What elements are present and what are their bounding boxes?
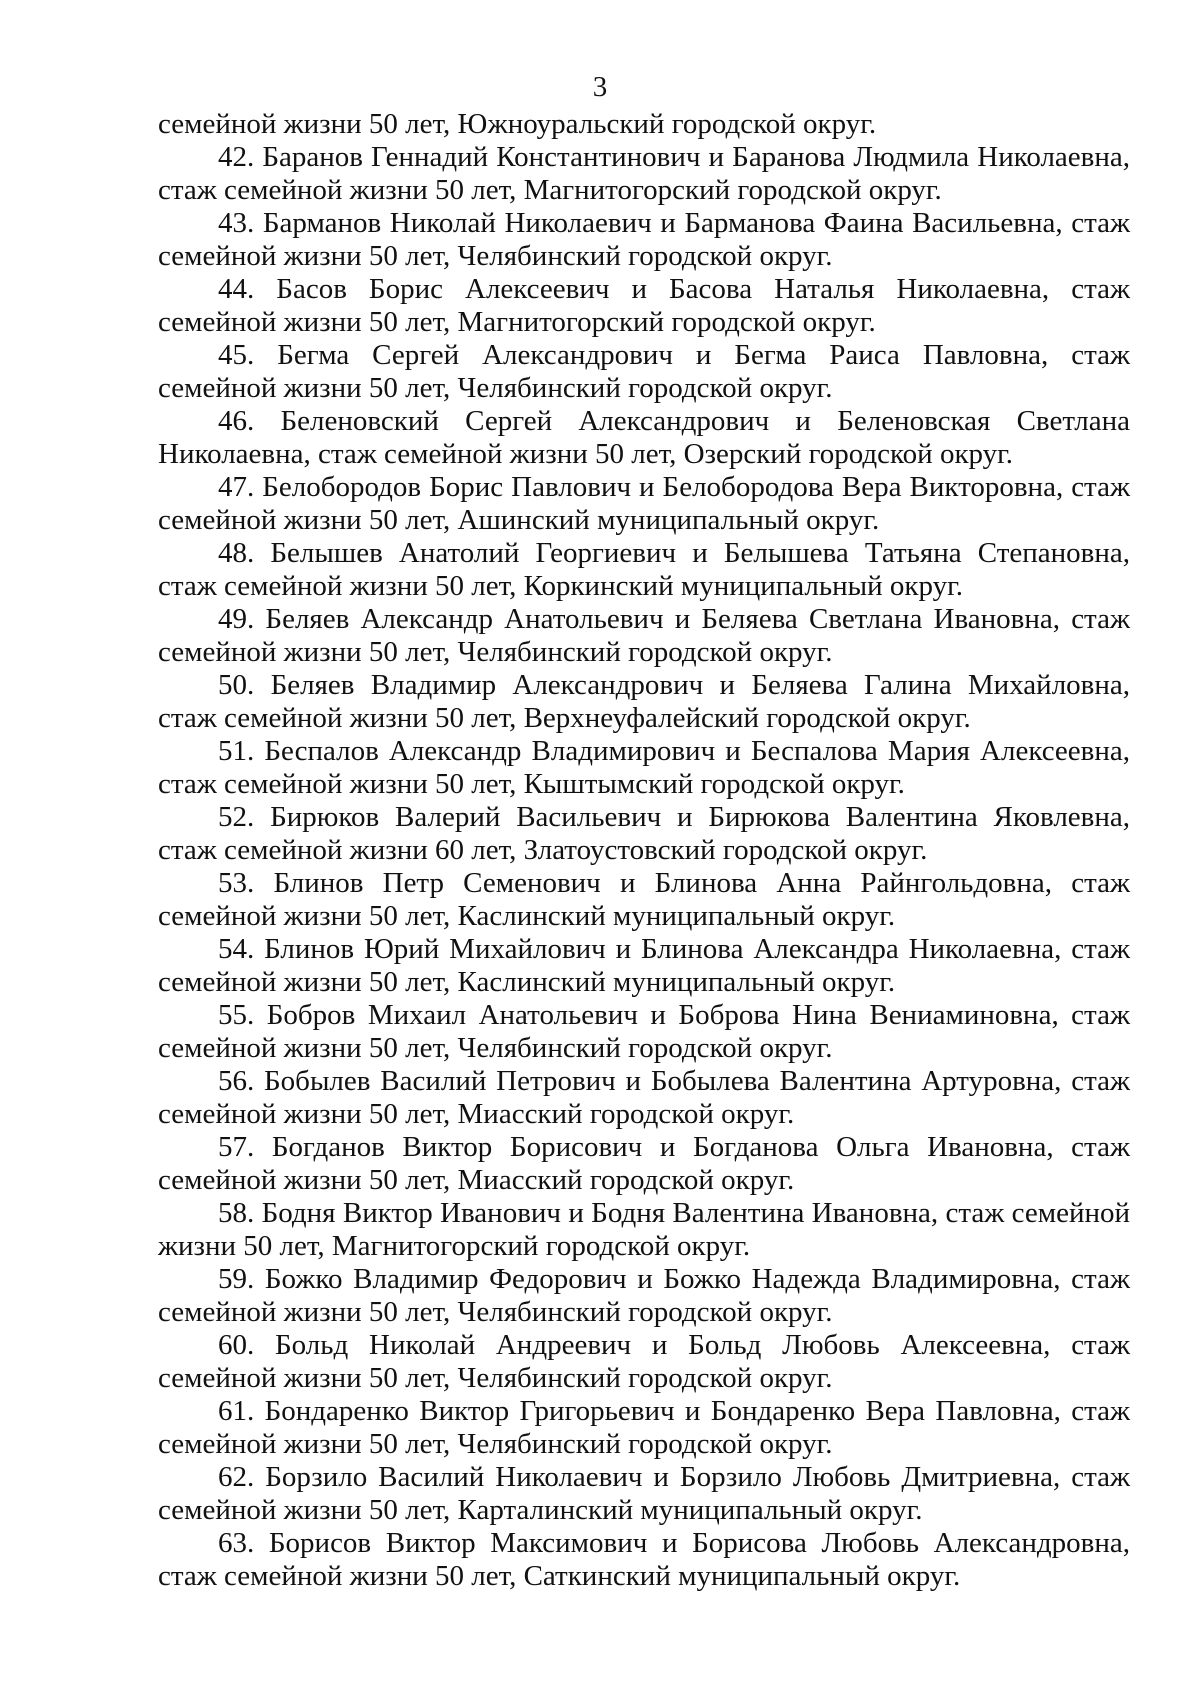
list-item-number: 55. <box>218 999 255 1031</box>
list-item-number: 63. <box>218 1527 255 1559</box>
list-item <box>158 1527 1130 1593</box>
list-item <box>158 141 1130 207</box>
list-item <box>158 1395 1130 1461</box>
list-item-number: 60. <box>218 1329 255 1361</box>
list-item <box>158 933 1130 999</box>
list-item <box>158 1461 1130 1527</box>
list-item-text: Белобородов Борис Павлович и Белобородова Вера Викторовна, стаж семейной жизни 50 лет, Ашинский муниципальный округ. <box>158 471 1130 536</box>
list-item-number: 49. <box>218 603 255 635</box>
list-item <box>158 273 1130 339</box>
document-body <box>158 108 1130 1593</box>
list-item-text: Божко Владимир Федорович и Божко Надежда Владимировна, стаж семейной жизни 50 лет, Челябинский городской округ. <box>158 1263 1130 1328</box>
list-item-number: 62. <box>218 1461 255 1493</box>
list-item-text: Блинов Юрий Михайлович и Блинова Александра Николаевна, стаж семейной жизни 50 лет, Каслинский муниципальный округ. <box>158 933 1131 998</box>
list-item-text: Беспалов Александр Владимирович и Беспалова Мария Алексеевна, стаж семейной жизни 50 лет, Кыштымский городской округ. <box>158 735 1130 800</box>
list-item-number: 50. <box>218 669 255 701</box>
continued-paragraph: семейной жизни 50 лет, Южноуральский городской округ. <box>158 108 877 140</box>
list-item-number: 57. <box>218 1131 255 1163</box>
list-item-text: Борисов Виктор Максимович и Борисова Любовь Александровна, стаж семейной жизни 50 лет, Саткинский муниципальный округ. <box>158 1527 1130 1592</box>
list-item-text: Блинов Петр Семенович и Блинова Анна Райнгольдовна, стаж семейной жизни 50 лет, Каслинский муниципальный округ. <box>158 867 1131 932</box>
list-item-number: 48. <box>218 537 255 569</box>
list-item <box>158 405 1130 471</box>
list-item <box>158 1065 1130 1131</box>
list-item-text: Баранов Геннадий Константинович и Баранова Людмила Николаевна, стаж семейной жизни 50 лет, Магнитогорский городской округ. <box>158 141 1131 206</box>
list-item <box>158 1263 1130 1329</box>
list-item-number: 54. <box>218 933 255 965</box>
list-item-text: Бондаренко Виктор Григорьевич и Бондаренко Вера Павловна, стаж семейной жизни 50 лет, Челябинский городской округ. <box>158 1395 1131 1460</box>
list-item-number: 44. <box>218 273 255 305</box>
list-item-text: Бобров Михаил Анатольевич и Боброва Нина Вениаминовна, стаж семейной жизни 50 лет, Челябинский городской округ. <box>158 999 1130 1064</box>
list-item-text: Больд Николай Андреевич и Больд Любовь Алексеевна, стаж семейной жизни 50 лет, Челябинский городской округ. <box>158 1329 1130 1394</box>
list-item-number: 53. <box>218 867 255 899</box>
list-item <box>158 999 1130 1065</box>
list-item-text: Борзило Василий Николаевич и Борзило Любовь Дмитриевна, стаж семейной жизни 50 лет, Карталинский муниципальный округ. <box>158 1461 1130 1526</box>
list-item-text: Богданов Виктор Борисович и Богданова Ольга Ивановна, стаж семейной жизни 50 лет, Миасский городской округ. <box>158 1131 1130 1196</box>
list-item <box>158 207 1130 273</box>
list-item-number: 52. <box>218 801 255 833</box>
list-item-text: Белышев Анатолий Георгиевич и Белышева Татьяна Степановна, стаж семейной жизни 50 лет, Коркинский муниципальный округ. <box>158 537 1130 602</box>
list-item-number: 46. <box>218 405 255 437</box>
page-number: 3 <box>592 71 608 103</box>
list-item <box>158 537 1130 603</box>
list-item <box>158 603 1130 669</box>
list-item-text: Беляев Владимир Александрович и Беляева Галина Михайловна, стаж семейной жизни 50 лет, Верхнеуфалейский городской округ. <box>158 669 1131 734</box>
list-item-text: Басов Борис Алексеевич и Басова Наталья Николаевна, стаж семейной жизни 50 лет, Магнитогорский городской округ. <box>158 273 1130 338</box>
list-item-text: Бегма Сергей Александрович и Бегма Раиса Павловна, стаж семейной жизни 50 лет, Челябинский городской округ. <box>158 339 1130 404</box>
list-item <box>158 1197 1130 1263</box>
list-item-number: 42. <box>218 141 255 173</box>
list-item <box>158 669 1130 735</box>
list-item <box>158 471 1130 537</box>
list-item-number: 59. <box>218 1263 255 1295</box>
list-item-number: 58. <box>218 1197 255 1229</box>
list-item-number: 43. <box>218 207 255 239</box>
list-item-number: 45. <box>218 339 255 371</box>
award-list <box>158 141 1130 1593</box>
list-item-text: Беляев Александр Анатольевич и Беляева Светлана Ивановна, стаж семейной жизни 50 лет, Челябинский городской округ. <box>158 603 1130 668</box>
list-item-text: Бодня Виктор Иванович и Бодня Валентина Ивановна, стаж семейной жизни 50 лет, Магнитогорский городской округ. <box>158 1197 1131 1262</box>
list-item <box>158 735 1130 801</box>
list-item-number: 61. <box>218 1395 255 1427</box>
list-item <box>158 1329 1130 1395</box>
list-item <box>158 339 1130 405</box>
list-item <box>158 801 1130 867</box>
list-item-text: Бобылев Василий Петрович и Бобылева Валентина Артуровна, стаж семейной жизни 50 лет, Миасский городской округ. <box>158 1065 1131 1130</box>
list-item-text: Беленовский Сергей Александрович и Беленовская Светлана Николаевна, стаж семейной жизни 50 лет, Озерский городской округ. <box>158 405 1130 470</box>
list-item-text: Барманов Николай Николаевич и Барманова Фаина Васильевна, стаж семейной жизни 50 лет, Челябинский городской округ. <box>158 207 1131 272</box>
list-item-number: 47. <box>218 471 255 503</box>
list-item-text: Бирюков Валерий Васильевич и Бирюкова Валентина Яковлевна, стаж семейной жизни 60 лет, Златоустовский городской округ. <box>158 801 1130 866</box>
list-item <box>158 867 1130 933</box>
list-item-number: 51. <box>218 735 255 767</box>
list-item-number: 56. <box>218 1065 255 1097</box>
list-item <box>158 1131 1130 1197</box>
